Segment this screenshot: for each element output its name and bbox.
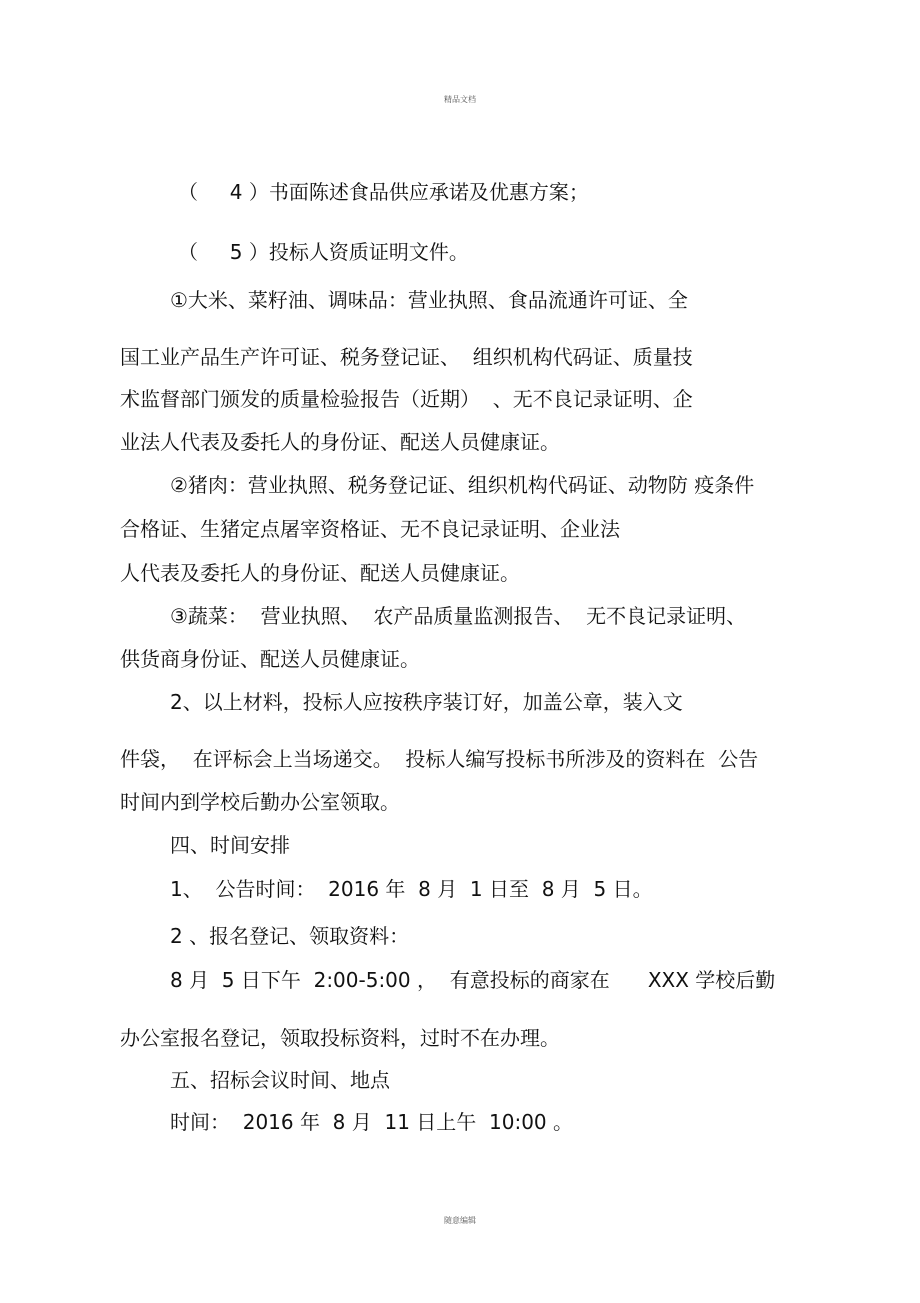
paragraph-line: 办公室报名登记，领取投标资料，过时不在办理。: [120, 1026, 560, 1050]
section-heading: 五、招标会议时间、地点: [170, 1068, 390, 1092]
paragraph-line: 1、 公告时间： 2016 年 8 月 1 日至 8 月 5 日。: [170, 877, 653, 901]
paragraph-line: 供货商身份证、配送人员健康证。: [120, 647, 420, 671]
item-4-line: （ 4 ）书面陈述食品供应承诺及优惠方案；: [178, 180, 589, 204]
page-header: 精品文档: [444, 95, 476, 104]
paragraph-line: 8 月 5 日下午 2:00-5:00 ， 有意投标的商家在 XXX 学校后勤: [170, 968, 776, 992]
item-5-line: （ 5 ）投标人资质证明文件。: [178, 240, 469, 264]
paragraph-line: 术监督部门颁发的质量检验报告（近期） 、无不良记录证明、企: [120, 387, 693, 411]
page-footer: 随意编辑: [444, 1216, 476, 1225]
paragraph-line: 国工业产品生产许可证、税务登记证、 组织机构代码证、质量技: [120, 345, 693, 369]
paragraph-line: ②猪肉：营业执照、税务登记证、组织机构代码证、动物防 疫条件: [170, 473, 755, 497]
paragraph-line: 业法人代表及委托人的身份证、配送人员健康证。: [120, 430, 560, 454]
paragraph-line: 时间： 2016 年 8 月 11 日上午 10:00 。: [170, 1110, 573, 1134]
paragraph-line: 人代表及委托人的身份证、配送人员健康证。: [120, 561, 520, 585]
section-heading: 四、时间安排: [170, 833, 290, 857]
paragraph-line: 2 、报名登记、领取资料：: [170, 924, 410, 948]
paragraph-line: 时间内到学校后勤办公室领取。: [120, 790, 400, 814]
paragraph-line: ①大米、菜籽油、调味品：营业执照、食品流通许可证、全: [170, 288, 688, 312]
paragraph-line: 合格证、生猪定点屠宰资格证、无不良记录证明、企业法: [120, 517, 620, 541]
paragraph-line: ③蔬菜： 营业执照、 农产品质量监测报告、 无不良记录证明、: [170, 604, 747, 628]
paragraph-line: 2、以上材料，投标人应按秩序装订好，加盖公章，装入文: [170, 690, 683, 714]
paragraph-line: 件袋， 在评标会上当场递交。 投标人编写投标书所涉及的资料在 公告: [120, 747, 759, 771]
